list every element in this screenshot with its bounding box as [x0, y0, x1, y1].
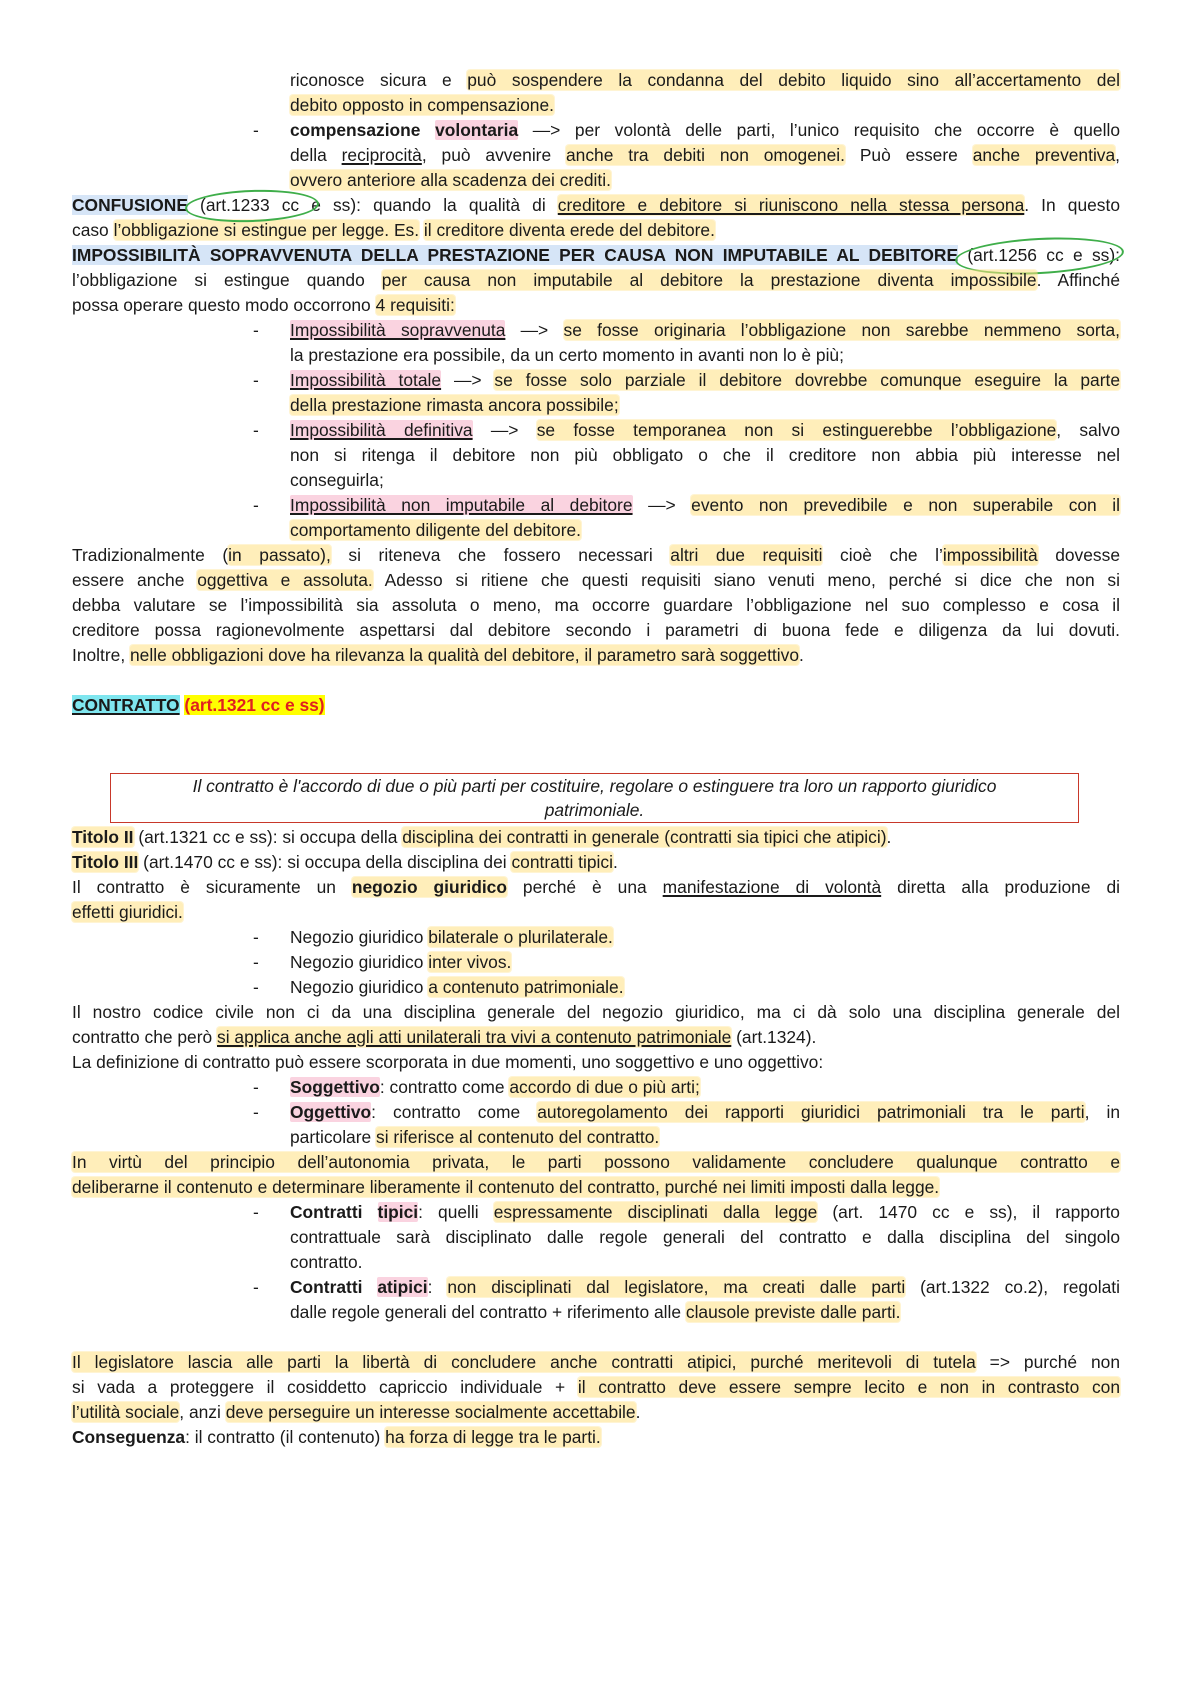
paragraph-line: Il nostro codice civile non ci da una disciplina generale del negozio giuridico, ma ci dà solo una disciplina generale del — [72, 1002, 1120, 1022]
requirement-term: Impossibilità definitiva — [290, 420, 473, 440]
oggettivo-item: Oggettivo: contratto come autoregolamento dei rapporti giuridici patrimoniali tra le parti, in — [290, 1102, 1121, 1122]
highlight: effetti giuridici. — [72, 902, 183, 922]
paragraph-line: essere anche oggettiva e assoluta. Adesso si ritiene che questi requisiti siano venuti meno, perché si dice che non si — [72, 570, 1120, 590]
highlight-underlined: creditore e debitore si riuniscono nella stessa persona — [557, 195, 1025, 215]
highlight: può sospendere la condanna del debito liquido sino all’accertamento del — [467, 70, 1120, 90]
highlight: per causa non imputabile al debitore la prestazione diventa impossibile — [381, 270, 1037, 290]
contratti-atipici-item: Contratti atipici: non disciplinati dal legislatore, ma creati dalle parti (art.1322 co.2), regolati — [290, 1277, 1120, 1297]
highlight: In virtù del principio dell’autonomia privata, le parti possono validamente concludere qualunque contratto e — [72, 1152, 1120, 1172]
section-title-impossibilita: IMPOSSIBILITÀ SOPRAVVENUTA DELLA PRESTAZIONE PER CAUSA NON IMPUTABILE AL DEBITORE — [72, 245, 959, 265]
article-reference: (art.1321 cc e ss) — [184, 695, 325, 715]
impossibilita-text-line: l’obbligazione si estingue quando per causa non imputabile al debitore la prestazione diventa impossibile. Affinché — [72, 270, 1120, 290]
highlight: l’utilità sociale — [72, 1402, 180, 1422]
highlight: espressamente disciplinati dalla legge — [493, 1202, 818, 1222]
highlight: anche tra debiti non omogenei. — [566, 145, 845, 165]
paragraph-line: l’utilità sociale, anzi deve perseguire un interesse socialmente accettabile. — [72, 1402, 641, 1422]
compensazione-text-line: della reciprocità, può avvenire anche tra debiti non omogenei. Può essere anche preventiva, — [290, 145, 1121, 165]
highlight: se fosse solo parziale il debitore dovrebbe comunque eseguire la parte — [494, 370, 1120, 390]
requirement-item: Impossibilità totale —> se fosse solo parziale il debitore dovrebbe comunque eseguire la parte — [290, 370, 1120, 390]
highlight-bold: negozio giuridico — [351, 877, 507, 897]
requirement-continuation: non si ritenga il debitore non più obbligato o che il creditore non abbia più interesse nel — [290, 445, 1120, 465]
highlight: se fosse temporanea non si estinguerebbe l’obbligazione — [536, 420, 1057, 440]
requirement-continuation — [290, 518, 1120, 543]
highlight: bilaterale o plurilaterale. — [428, 927, 613, 947]
requirement-item: Impossibilità non imputabile al debitore —> evento non prevedibile e non superabile con il — [290, 495, 1121, 515]
highlight-bold: Titolo II — [72, 827, 134, 847]
highlight: ha forza di legge tra le parti. — [385, 1427, 601, 1447]
negozio-item: Negozio giuridico bilaterale o plurilaterale. — [290, 927, 613, 947]
highlight: evento non prevedibile e non superabile con il — [691, 495, 1121, 515]
compensazione-text-line — [290, 168, 1120, 193]
bullet-dash: - — [253, 1102, 259, 1122]
paragraph-line: si vada a proteggere il cosiddetto capriccio individuale + il contratto deve essere sempre lecito e non in contrasto con — [72, 1377, 1120, 1397]
article-reference: (art.1256 cc e ss): — [958, 245, 1120, 265]
highlight: in passato), — [228, 545, 331, 565]
paragraph-line — [72, 900, 1120, 925]
requirement-item: Impossibilità definitiva —> se fosse temporanea non si estinguerebbe l’obbligazione, salvo — [290, 420, 1121, 440]
highlight: della prestazione rimasta ancora possibile; — [290, 395, 619, 415]
highlight: ovvero anteriore alla scadenza dei crediti. — [290, 170, 611, 190]
requirement-continuation — [290, 393, 1120, 418]
titolo-iii-line: Titolo III (art.1470 cc e ss): si occupa della disciplina dei contratti tipici. — [72, 852, 618, 872]
requirement-term: Impossibilità sopravvenuta — [290, 320, 506, 340]
highlight: altri due requisiti — [670, 545, 823, 565]
underlined-term: reciprocità — [341, 145, 422, 165]
highlight: se fosse originaria l’obbligazione non sarebbe nemmeno sorta, — [563, 320, 1120, 340]
impossibilita-text-line: possa operare questo modo occorrono 4 requisiti: — [72, 295, 455, 315]
requirement-continuation: conseguirla; — [290, 470, 384, 490]
requirement-continuation: la prestazione era possibile, da un certo momento in avanti non lo è più; — [290, 345, 844, 365]
compensazione-text-line: riconosce sicura e può sospendere la condanna del debito liquido sino all’accertamento del — [290, 70, 1120, 90]
requirement-term: Impossibilità non imputabile al debitore — [290, 495, 633, 515]
definition-box — [110, 773, 1079, 823]
highlight: oggettiva e assoluta. — [197, 570, 373, 590]
highlight: 4 requisiti: — [375, 295, 455, 315]
bullet-dash: - — [253, 952, 259, 972]
confusione-text-line: caso l’obbligazione si estingue per legge. Es. il creditore diventa erede del debitore. — [72, 220, 715, 240]
confusione-heading-line: CONFUSIONE (art.1233 cc e ss): quando la qualità di creditore e debitore si riuniscono nella stessa persona. In questo — [72, 195, 1120, 215]
highlight-pink: Soggettivo — [290, 1077, 380, 1097]
paragraph-line: debba valutare se l’impossibilità sia assoluta o meno, ma occorre guardare l’obbligazione nel suo complesso e cosa il — [72, 595, 1120, 615]
highlight-underlined: si applica anche agli atti unilaterali tra vivi a contenuto patrimoniale — [217, 1027, 732, 1047]
requirement-item: Impossibilità sopravvenuta —> se fosse originaria l’obbligazione non sarebbe nemmeno sorta, — [290, 320, 1120, 340]
compensazione-volontaria-item: compensazione volontaria —> per volontà delle parti, l’unico requisito che occorre è quello — [290, 120, 1120, 140]
paragraph-line — [72, 1175, 1120, 1200]
contratti-tipici-item: Contratti tipici: quelli espressamente disciplinati dalla legge (art. 1470 cc e ss), il rapporto — [290, 1202, 1120, 1222]
highlight: deve perseguire un interesse socialmente accettabile — [225, 1402, 636, 1422]
bullet-dash: - — [253, 1202, 259, 1222]
article-reference: (art.1233 cc e ss) — [187, 195, 357, 215]
paragraph-line: Inoltre, nelle obbligazioni dove ha rilevanza la qualità del debitore, il parametro sarà soggettivo. — [72, 645, 804, 665]
highlight: autoregolamento dei rapporti giuridici patrimoniali tra le parti — [537, 1102, 1085, 1122]
bullet-dash: - — [253, 495, 259, 515]
bullet-dash: - — [253, 1077, 259, 1097]
bullet-dash: - — [253, 927, 259, 947]
paragraph-line: contratto che però si applica anche agli atti unilaterali tra vivi a contenuto patrimoniale (art.1324). — [72, 1027, 817, 1047]
bullet-dash: - — [253, 977, 259, 997]
definition-text: patrimoniale. — [544, 800, 645, 820]
highlight: anche preventiva — [972, 145, 1116, 165]
highlight: inter vivos. — [428, 952, 512, 972]
conseguenza-line: Conseguenza: il contratto (il contenuto) ha forza di legge tra le parti. — [72, 1427, 601, 1447]
negozio-item: Negozio giuridico inter vivos. — [290, 952, 512, 972]
highlight: impossibilità — [942, 545, 1038, 565]
highlight: clausole previste dalle parti. — [685, 1302, 901, 1322]
paragraph-line: Tradizionalmente (in passato), si riteneva che fossero necessari altri due requisiti cioè che l’impossibilità dovesse — [72, 545, 1120, 565]
highlight: deliberarne il contenuto e determinare liberamente il contenuto del contratto, purché nei limiti imposti dalla legge. — [72, 1177, 940, 1197]
highlight: accordo di due o più arti; — [509, 1077, 700, 1097]
highlight: comportamento diligente del debitore. — [290, 520, 581, 540]
impossibilita-heading-line — [72, 243, 1120, 268]
bullet-dash: - — [253, 1277, 259, 1297]
highlight: disciplina dei contratti in generale (contratti sia tipici che atipici) — [402, 827, 887, 847]
highlight-pink: Oggettivo — [290, 1102, 372, 1122]
bullet-dash: - — [253, 420, 259, 440]
titolo-ii-line: Titolo II (art.1321 cc e ss): si occupa della disciplina dei contratti in generale (contratti sia tipici che atipici). — [72, 827, 892, 847]
bullet-dash: - — [253, 320, 259, 340]
highlight: non disciplinati dal legislatore, ma creati dalle parti — [447, 1277, 906, 1297]
section-title-confusione: CONFUSIONE — [72, 195, 188, 215]
highlight-pink: atipici — [377, 1277, 428, 1297]
negozio-item: Negozio giuridico a contenuto patrimoniale. — [290, 977, 624, 997]
requirement-term: Impossibilità totale — [290, 370, 442, 390]
soggettivo-item: Soggettivo: contratto come accordo di due o più arti; — [290, 1077, 700, 1097]
paragraph-line: La definizione di contratto può essere scorporata in due momenti, uno soggettivo e uno oggettivo: — [72, 1052, 824, 1072]
underlined-term: manifestazione di volontà — [662, 877, 882, 897]
paragraph-line: Il legislatore lascia alle parti la libertà di concludere anche contratti atipici, purché meritevoli di tutela => purché non — [72, 1352, 1121, 1372]
highlight: si riferisce al contenuto del contratto. — [376, 1127, 660, 1147]
bullet-dash: - — [253, 120, 259, 140]
highlight-bold: Titolo III — [72, 852, 139, 872]
paragraph-line — [72, 1150, 1120, 1175]
contratto-heading-line — [72, 693, 1120, 718]
definition-text: Il contratto è l'accordo di due o più parti per costituire, regolare o estinguere tra loro un rapporto giuridico — [192, 776, 997, 796]
contratti-tipici-continuation: contrattuale sarà disciplinato dalle regole generali del contratto e dalla disciplina del singolo — [290, 1227, 1120, 1247]
paragraph-line: creditore possa ragionevolmente aspettarsi dal debitore secondo i parametri di buona fede e diligenza da lui dovuti. — [72, 620, 1120, 640]
highlight: contratti tipici — [511, 852, 613, 872]
contratti-atipici-continuation: dalle regole generali del contratto + riferimento alle clausole previste dalle parti. — [290, 1302, 901, 1322]
highlight: il contratto deve essere sempre lecito e non in contrasto con — [577, 1377, 1120, 1397]
highlight: a contenuto patrimoniale. — [428, 977, 624, 997]
paragraph-line: Il contratto è sicuramente un negozio giuridico perché è una manifestazione di volontà diretta alla produzione di — [72, 877, 1120, 897]
contratti-tipici-continuation: contratto. — [290, 1252, 363, 1272]
highlight: il creditore diventa erede del debitore. — [423, 220, 715, 240]
highlight-pink: tipici — [377, 1202, 419, 1222]
compensazione-text-line — [290, 93, 1120, 118]
bullet-dash: - — [253, 370, 259, 390]
section-title-contratto: CONTRATTO — [72, 695, 180, 715]
highlight: l’obbligazione si estingue per legge. Es. — [113, 220, 420, 240]
highlight: nelle obbligazioni dove ha rilevanza la qualità del debitore, il parametro sarà soggettivo — [130, 645, 799, 665]
highlight: Il legislatore lascia alle parti la libertà di concludere anche contratti atipici, purché meritevoli di tutela — [72, 1352, 976, 1372]
highlight-pink: volontaria — [435, 120, 519, 140]
oggettivo-continuation: particolare si riferisce al contenuto del contratto. — [290, 1127, 660, 1147]
highlight: debito opposto in compensazione. — [290, 95, 554, 115]
